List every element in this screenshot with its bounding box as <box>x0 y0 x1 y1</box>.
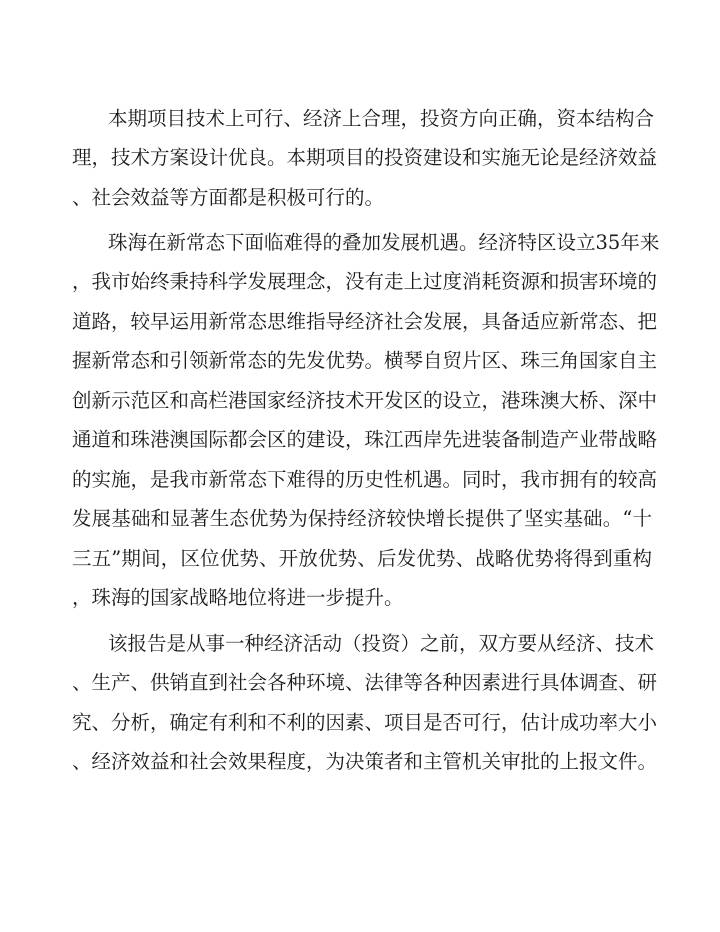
paragraph-2-line-10: ，珠海的国家战略地位将进一步提升。 <box>72 586 404 609</box>
paragraph-2-line-9: 三五”期间，区位优势、开放优势、后发优势、战略优势将得到重构 <box>72 547 652 570</box>
paragraph-3-line-1: 该报告是从事一种经济活动（投资）之前，双方要从经济、技术 <box>108 632 655 655</box>
paragraph-1-line-2: 理，技术方案设计优良。本期项目的投资建设和实施无论是经济效益 <box>72 146 658 169</box>
paragraph-2-line-8: 发展基础和显著生态优势为保持经济较快增长提供了坚实基础。“十 <box>72 507 652 530</box>
paragraph-1-line-1: 本期项目技术上可行、经济上合理，投资方向正确，资本结构合 <box>108 107 655 130</box>
paragraph-3-line-2: 、生产、供销直到社会各种环境、法律等各种因素进行具体调查、研 <box>72 671 658 694</box>
paragraph-2-line-3: 道路，较早运用新常态思维指导经济社会发展，具备适应新常态、把 <box>72 310 658 333</box>
paragraph-2-line-1: 珠海在新常态下面临难得的叠加发展机遇。经济特区设立35年来 <box>108 231 660 254</box>
paragraph-2-line-2: ，我市始终秉持科学发展理念，没有走上过度消耗资源和损害环境的 <box>72 270 658 293</box>
paragraph-3-line-3: 究、分析，确定有利和不利的因素、项目是否可行，估计成功率大小 <box>72 711 658 734</box>
paragraph-2-line-7: 的实施，是我市新常态下难得的历史性机遇。同时，我市拥有的较高 <box>72 468 658 491</box>
paragraph-2-line-6: 通道和珠港澳国际都会区的建设，珠江西岸先进装备制造产业带战略 <box>72 428 658 451</box>
paragraph-3-line-4: 、经济效益和社会效果程度，为决策者和主管机关审批的上报文件。 <box>72 750 658 773</box>
paragraph-2-line-4: 握新常态和引领新常态的先发优势。横琴自贸片区、珠三角国家自主 <box>72 349 658 372</box>
paragraph-2-line-5: 创新示范区和高栏港国家经济技术开发区的设立，港珠澳大桥、深中 <box>72 389 658 412</box>
paragraph-1-line-3: 、社会效益等方面都是积极可行的。 <box>72 186 385 209</box>
